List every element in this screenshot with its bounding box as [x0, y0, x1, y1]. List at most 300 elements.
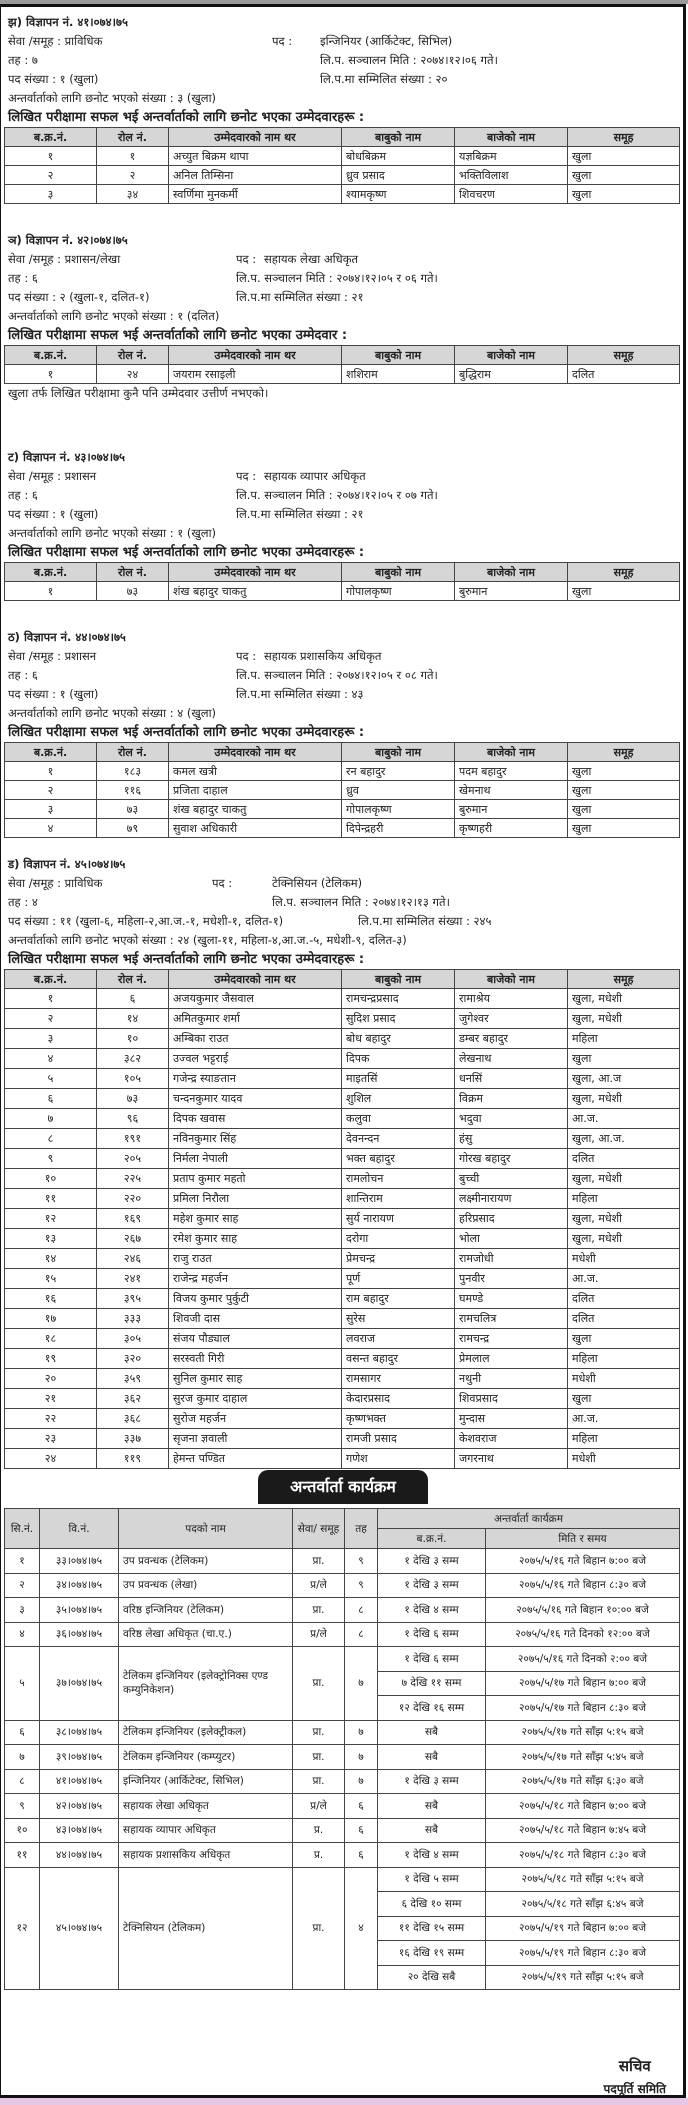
table-cell: ३९५ [97, 1289, 169, 1309]
table-cell: बोधबिक्रम [342, 147, 455, 166]
table-row [5, 989, 680, 1009]
participants-count: लि.प.मा सम्मिलित संख्या : २० [320, 72, 448, 86]
post-label: पद : [236, 649, 257, 663]
post-count-line [8, 912, 680, 931]
column-header: ब.क्र.नं. [5, 563, 97, 582]
table-cell: १८३ [97, 762, 169, 781]
table-cell: १ [97, 147, 169, 166]
schedule-service: प्र/ले [293, 1573, 345, 1598]
table-cell: सुदिश प्रसाद [342, 1009, 455, 1029]
table-cell: सुरेस [342, 1309, 455, 1329]
column-header: उम्मेदवारको नाम थर [169, 128, 342, 147]
table-cell: मधेशी [568, 1249, 680, 1269]
table-row [5, 1009, 680, 1029]
table-cell: गोरख बहादुर [455, 1149, 568, 1169]
table-cell: ७३ [97, 582, 169, 601]
table-row [5, 1429, 680, 1449]
table-cell: ४ [5, 1049, 97, 1069]
schedule-vn: ३३।०७४।७५ [40, 1549, 119, 1574]
exam-date: लि.प. सञ्चालन मिति : २०७४।१२।०५ र ०८ गते। [236, 668, 438, 682]
schedule-datetime: २०७५/५/१७ गते बिहान ८:३० बजे [486, 1696, 680, 1721]
table-cell: १०५ [97, 1069, 169, 1089]
participants-count: लि.प.मा सम्मिलित संख्या : २१ [236, 290, 364, 304]
table-cell: १४ [97, 1009, 169, 1029]
table-cell: सुनिल कुमार साह [169, 1369, 342, 1389]
table-cell: २ [5, 1009, 97, 1029]
table-row [5, 800, 680, 819]
table-cell: प्रजिता दाहाल [169, 781, 342, 800]
table-cell: खुला [568, 166, 680, 185]
schedule-range: १ देखि ४ सम्म [378, 1598, 486, 1623]
post-count-line [8, 685, 680, 704]
table-cell: विक्रम [455, 1089, 568, 1109]
table-cell: महेश कुमार साह [169, 1209, 342, 1229]
table-cell: २४ [97, 365, 169, 384]
table-cell: जुगेश्वर [455, 1009, 568, 1029]
schedule-sn: १२ [5, 1867, 40, 1990]
column-header: समूह [568, 970, 680, 989]
table-cell: दिपक खवास [169, 1109, 342, 1129]
schedule-post: वरिष्ठ लेखा अधिकृत (चा.ए.) [119, 1622, 293, 1647]
vacancy-section [8, 13, 680, 204]
column-header: बाजेको नाम [455, 563, 568, 582]
schedule-range: १ देखि ५ सम्म [378, 1867, 486, 1892]
selected-count: अन्तर्वार्ताको लागि छनोट भएको संख्या : १ (दलित) [8, 309, 220, 323]
schedule-datetime: २०७५/५/१८ गते साँझ ५:१५ बजे [486, 1867, 680, 1892]
schedule-range: २० देखि सबै [378, 1965, 486, 1990]
schedule-post: टेलिकम इन्जिनियर (कम्प्युटर) [119, 1745, 293, 1770]
table-cell: गोपालकृष्ण [342, 582, 455, 601]
column-header: समूह [568, 128, 680, 147]
table-row [5, 1309, 680, 1329]
table-row [5, 1349, 680, 1369]
schedule-datetime: २०७५/५/१६ गते दिनको १२:०० बजे [486, 1622, 680, 1647]
column-header: बाजेको नाम [455, 128, 568, 147]
schedule-range: ६ देखि १० सम्म [378, 1892, 486, 1917]
schedule-sn: १ [5, 1549, 40, 1574]
table-row [5, 582, 680, 601]
schedule-datetime: २०७५/५/१८ गते बिहान ७:४५ बजे [486, 1818, 680, 1843]
table-cell: रामजोधी [455, 1249, 568, 1269]
table-cell: शान्तिराम [342, 1189, 455, 1209]
schedule-datetime: २०७५/५/१९ गते बिहान ७:०० बजे [486, 1916, 680, 1941]
table-cell: रामचन्द्रप्रसाद [342, 989, 455, 1009]
table-cell: १५ [5, 1269, 97, 1289]
table-cell: १७ [5, 1309, 97, 1329]
post-count: पद संख्या : १ (खुला) [8, 687, 99, 701]
table-cell: ११९ [97, 1449, 169, 1469]
table-cell: महिला [568, 1029, 680, 1049]
table-cell: ध्रुव प्रसाद [342, 166, 455, 185]
table-cell: राजु राउत [169, 1249, 342, 1269]
table-cell: २२० [97, 1189, 169, 1209]
schedule-level: ७ [345, 1745, 378, 1770]
schedule-service: प्रा. [293, 1745, 345, 1770]
header-post: पदको नाम [119, 1509, 293, 1549]
table-cell: दलित [568, 1149, 680, 1169]
table-cell: २०५ [97, 1149, 169, 1169]
column-header: ब.क्र.नं. [5, 743, 97, 762]
table-cell: खुला [568, 762, 680, 781]
candidate-table [4, 969, 680, 1469]
table-cell: केशवराज [455, 1429, 568, 1449]
schedule-level: ७ [345, 1769, 378, 1794]
table-cell: ६ [5, 1089, 97, 1109]
table-cell: मधेशी [568, 1449, 680, 1469]
table-cell: दिपेन्द्रहरी [342, 819, 455, 838]
table-cell: रन बहादुर [342, 762, 455, 781]
table-cell: नविनकुमार सिंह [169, 1129, 342, 1149]
schedule-row [5, 1598, 680, 1623]
table-cell: खुला, मधेशी [568, 1009, 680, 1029]
schedule-sn: ७ [5, 1745, 40, 1770]
table-row [5, 1109, 680, 1129]
table-cell: १२ [5, 1209, 97, 1229]
schedule-vn: ३४।०७४।७५ [40, 1573, 119, 1598]
table-row [5, 819, 680, 838]
selected-count: अन्तर्वार्ताको लागि छनोट भएको संख्या : २४ (खुला-११, महिला-४,आ.ज.-५, मधेशी-९, दलित-३) [8, 933, 407, 947]
table-cell: महिला [568, 1429, 680, 1449]
schedule-level: ९ [345, 1573, 378, 1598]
table-cell: ७९ [97, 819, 169, 838]
table-cell: नथुनी [455, 1369, 568, 1389]
schedule-row [5, 1720, 680, 1745]
table-cell: माइतसिं [342, 1069, 455, 1089]
table-cell: खुला [568, 1389, 680, 1409]
header-range: ब.क्र.नं. [378, 1529, 486, 1549]
schedule-service: प्रा. [293, 1647, 345, 1721]
level-line [8, 51, 680, 70]
table-cell: १९ [5, 1349, 97, 1369]
table-cell: कृष्णभक्त [342, 1409, 455, 1429]
level: तह : ६ [8, 488, 38, 502]
post-count-line [8, 70, 680, 89]
level-line [8, 269, 680, 288]
table-cell: खुला [568, 147, 680, 166]
service-line [8, 467, 680, 486]
schedule-post: टेक्निसियन (टेलिकम) [119, 1867, 293, 1990]
post-name: सहायक लेखा अधिकृत [264, 252, 359, 266]
schedule-datetime: २०७५/५/१८ गते साँझ ६:४५ बजे [486, 1892, 680, 1917]
schedule-range: १२ देखि १६ सम्म [378, 1696, 486, 1721]
table-cell: प्रेमचन्द्र [342, 1249, 455, 1269]
candidate-table [4, 127, 680, 204]
schedule-datetime: २०७५/५/१८ गते बिहान ८:३० बजे [486, 1843, 680, 1868]
interview-schedule-banner: अन्तर्वार्ता कार्यक्रम [258, 1470, 428, 1504]
table-cell: गणेश [342, 1449, 455, 1469]
table-cell: १६ [5, 1289, 97, 1309]
table-cell: १९१ [97, 1129, 169, 1149]
schedule-row [5, 1818, 680, 1843]
schedule-range: सबै [378, 1818, 486, 1843]
schedule-datetime: २०७५/५/१६ गते बिहान ७:०० बजे [486, 1549, 680, 1574]
table-row [5, 1409, 680, 1429]
table-cell: ५ [5, 1069, 97, 1089]
table-cell: ३६२ [97, 1389, 169, 1409]
column-header: ब.क्र.नं. [5, 128, 97, 147]
table-cell: शशिराम [342, 365, 455, 384]
table-cell: ३४ [97, 185, 169, 204]
schedule-range: १ देखि ३ सम्म [378, 1549, 486, 1574]
table-cell: जयराम रसाइली [169, 365, 342, 384]
vacancy-heading: ड) विज्ञापन नं. ४५।०७४।७५ [8, 857, 126, 871]
table-cell: ३०५ [97, 1329, 169, 1349]
column-header: बाजेको नाम [455, 346, 568, 365]
vacancy-heading: ट) विज्ञापन नं. ४३।०७४।७५ [8, 450, 126, 464]
signature-title: सचिव [618, 2057, 651, 2075]
schedule-datetime: २०७५/५/१७ गते बिहान ७:०० बजे [486, 1671, 680, 1696]
table-cell: अजयकुमार जैसवाल [169, 989, 342, 1009]
table-cell: ४ [5, 819, 97, 838]
schedule-service: प्रा. [293, 1598, 345, 1623]
column-header: बाबुको नाम [342, 970, 455, 989]
table-cell: १० [97, 1029, 169, 1049]
table-cell: दलित [568, 365, 680, 384]
column-header: समूह [568, 743, 680, 762]
post-name: टेक्निसियन (टेलिकम) [272, 876, 363, 890]
interview-schedule-table [4, 1508, 680, 1990]
signature-block [604, 2056, 666, 2097]
schedule-row [5, 1622, 680, 1647]
table-cell: खुला [568, 1049, 680, 1069]
schedule-vn: ४१।०७४।७५ [40, 1769, 119, 1794]
table-cell: रामलोचन [342, 1169, 455, 1189]
table-cell: डम्बर बहादुर [455, 1029, 568, 1049]
selected-count: अन्तर्वार्ताको लागि छनोट भएको संख्या : ३ (खुला) [8, 91, 217, 105]
post-name: इन्जिनियर (आर्किटेक्ट, सिभिल) [320, 34, 453, 48]
participants-count: लि.प.मा सम्मिलित संख्या : ४३ [236, 687, 364, 701]
table-cell: ३६८ [97, 1409, 169, 1429]
table-cell: खुला, आ.ज. [568, 1129, 680, 1149]
schedule-range: १ देखि ६ सम्म [378, 1647, 486, 1672]
table-cell: खुला [568, 582, 680, 601]
schedule-sn: १० [5, 1818, 40, 1843]
post-label: पद : [272, 34, 293, 48]
schedule-post: उप प्रवन्धक (लेखा) [119, 1573, 293, 1598]
schedule-service: प्र. [293, 1818, 345, 1843]
table-cell: हंसु [455, 1129, 568, 1149]
schedule-range: १ देखि ३ सम्म [378, 1769, 486, 1794]
table-cell: आ.ज. [568, 1109, 680, 1129]
column-header: ब.क्र.नं. [5, 346, 97, 365]
header-program: अन्तर्वार्ता कार्यक्रम [378, 1509, 680, 1529]
list-title: लिखित परीक्षामा सफल भई अन्तर्वार्ताको लागि छनोट भएका उम्मेदवारहरू : [8, 952, 365, 967]
table-cell: १६९ [97, 1209, 169, 1229]
table-row [5, 1289, 680, 1309]
table-cell: २३ [5, 1429, 97, 1449]
table-cell: दलित [568, 1309, 680, 1329]
schedule-range: १ देखि ६ सम्म [378, 1622, 486, 1647]
table-cell: बुरुमान [455, 582, 568, 601]
table-cell: दरोगा [342, 1229, 455, 1249]
table-cell: अनिल तिम्सिना [169, 166, 342, 185]
level: तह : ४ [8, 895, 38, 909]
candidate-table [4, 345, 680, 384]
table-cell: २ [97, 166, 169, 185]
post-name: सहायक प्रशासकिय अधिकृत [264, 649, 382, 663]
table-row [5, 1089, 680, 1109]
service-line [8, 647, 680, 666]
table-cell: ३३३ [97, 1309, 169, 1329]
table-cell: धनसिं [455, 1069, 568, 1089]
bottom-band [0, 2098, 688, 2105]
table-cell: गजेन्द्र स्याङतान [169, 1069, 342, 1089]
table-cell: पदम बहादुर [455, 762, 568, 781]
table-row [5, 1389, 680, 1409]
schedule-service: प्र. [293, 1843, 345, 1868]
table-cell: ३२० [97, 1349, 169, 1369]
table-cell: वसन्त बहादुर [342, 1349, 455, 1369]
table-cell: शिवप्रसाद [455, 1389, 568, 1409]
column-header: रोल नं. [97, 346, 169, 365]
table-row [5, 1449, 680, 1469]
schedule-sn: ४ [5, 1622, 40, 1647]
list-title: लिखित परीक्षामा सफल भई अन्तर्वार्ताको लागि छनोट भएका उम्मेदवारहरू : [8, 110, 365, 125]
schedule-vn: ३७।०७४।७५ [40, 1647, 119, 1721]
table-row [5, 1069, 680, 1089]
schedule-post: टेलिकम इन्जिनियर (इलेक्ट्रोनिक्स एण्ड कम्युनिकेशन) [119, 1647, 293, 1721]
schedule-level: ६ [345, 1794, 378, 1819]
table-cell: १३ [5, 1229, 97, 1249]
table-cell: खुला, मधेशी [568, 989, 680, 1009]
post-label: पद : [212, 876, 233, 890]
schedule-sn: ५ [5, 1647, 40, 1721]
table-cell: २२ [5, 1409, 97, 1429]
table-cell: सुर्य नारायण [342, 1209, 455, 1229]
column-header: बाबुको नाम [342, 346, 455, 365]
table-cell: खुला [568, 819, 680, 838]
column-header: समूह [568, 346, 680, 365]
table-cell: रामसागर [342, 1369, 455, 1389]
vacancy-section [8, 448, 680, 601]
table-cell: खुला [568, 781, 680, 800]
schedule-range: १६ देखि १९ सम्म [378, 1941, 486, 1966]
schedule-service: प्रा. [293, 1867, 345, 1990]
schedule-range: सबै [378, 1745, 486, 1770]
table-cell: जगरनाथ [455, 1449, 568, 1469]
table-cell: खुला [568, 800, 680, 819]
table-cell: चन्दनकुमार यादव [169, 1089, 342, 1109]
schedule-row [5, 1647, 680, 1672]
table-cell: महिला [568, 1349, 680, 1369]
exam-date: लि.प. सञ्चालन मिति : २०७४।१२।०५ र ०६ गते। [236, 271, 438, 285]
selected-count: अन्तर्वार्ताको लागि छनोट भएको संख्या : १ (खुला) [8, 526, 217, 540]
schedule-post: टेलिकम इन्जिनियर (इलेक्ट्रीकल) [119, 1720, 293, 1745]
schedule-row [5, 1769, 680, 1794]
table-row [5, 1249, 680, 1269]
table-cell: खुला [568, 185, 680, 204]
table-cell: खुला, मधेशी [568, 1169, 680, 1189]
table-row [5, 1169, 680, 1189]
column-header: उम्मेदवारको नाम थर [169, 743, 342, 762]
candidate-table [4, 562, 680, 601]
schedule-range: सबै [378, 1720, 486, 1745]
table-cell: रामाश्रेय [455, 989, 568, 1009]
schedule-datetime: २०७५/५/१८ गते बिहान ७:०० बजे [486, 1794, 680, 1819]
table-cell: ९ [5, 1149, 97, 1169]
table-cell: कलुवा [342, 1109, 455, 1129]
table-cell: २६७ [97, 1229, 169, 1249]
section-note: खुला तर्फ लिखित परीक्षामा कुनै पनि उम्मेदवार उत्तीर्ण नभएको। [8, 386, 269, 400]
schedule-vn: ४२।०७४।७५ [40, 1794, 119, 1819]
table-cell: ६ [97, 989, 169, 1009]
schedule-service: प्रा. [293, 1769, 345, 1794]
table-cell: २१ [5, 1389, 97, 1409]
column-header: उम्मेदवारको नाम थर [169, 563, 342, 582]
column-header: बाबुको नाम [342, 128, 455, 147]
table-cell: सुरज कुमार दाहाल [169, 1389, 342, 1409]
table-row [5, 1329, 680, 1349]
schedule-row [5, 1745, 680, 1770]
table-cell: २ [5, 781, 97, 800]
table-cell: १० [5, 1169, 97, 1189]
column-header: बाबुको नाम [342, 743, 455, 762]
table-row [5, 1029, 680, 1049]
table-cell: श्यामकृष्ण [342, 185, 455, 204]
schedule-vn: ३८।०७४।७५ [40, 1720, 119, 1745]
table-cell: कमल खत्री [169, 762, 342, 781]
table-cell: २२५ [97, 1169, 169, 1189]
table-cell: ९६ [97, 1109, 169, 1129]
table-cell: खुला, आ.ज [568, 1069, 680, 1089]
vacancy-heading: ञ) विज्ञापन नं. ४२।०७४।७५ [8, 233, 128, 247]
table-cell: सुरोज महर्जन [169, 1409, 342, 1429]
table-cell: देवनन्दन [342, 1129, 455, 1149]
table-cell: सरस्वती गिरी [169, 1349, 342, 1369]
table-cell: ३३७ [97, 1429, 169, 1449]
post-count-line [8, 288, 680, 307]
service-group: सेवा /समूह : प्राविधिक [8, 876, 103, 890]
table-cell: आ.ज. [568, 1409, 680, 1429]
table-cell: महिला [568, 1189, 680, 1209]
table-cell: बुच्ची [455, 1169, 568, 1189]
table-cell: खेमनाथ [455, 781, 568, 800]
post-label: पद : [236, 252, 257, 266]
table-cell: खुला, मधेशी [568, 1229, 680, 1249]
service-group: सेवा /समूह : प्रशासन [8, 649, 97, 663]
table-cell: ३ [5, 185, 97, 204]
table-cell: उज्वल भट्टराई [169, 1049, 342, 1069]
column-header: उम्मेदवारको नाम थर [169, 970, 342, 989]
schedule-post: सहायक व्यापार अधिकृत [119, 1818, 293, 1843]
post-label: पद : [236, 469, 257, 483]
schedule-sn: ९ [5, 1794, 40, 1819]
schedule-datetime: २०७५/५/१७ गते साँझ ६:३० बजे [486, 1769, 680, 1794]
table-cell: स्वर्णिमा मुनकर्मी [169, 185, 342, 204]
table-row [5, 781, 680, 800]
level-line [8, 893, 680, 912]
schedule-vn: ४५।०७४।७५ [40, 1867, 119, 1990]
schedule-level: ९ [345, 1549, 378, 1574]
schedule-datetime: २०७५/५/१७ गते साँझ ५:१५ बजे [486, 1720, 680, 1745]
table-cell: २४ [5, 1449, 97, 1469]
table-cell: १ [5, 365, 97, 384]
table-cell: केदारप्रसाद [342, 1389, 455, 1409]
table-cell: २० [5, 1369, 97, 1389]
table-cell: रमेश कुमार साह [169, 1229, 342, 1249]
schedule-post: उप प्रवन्धक (टेलिकम) [119, 1549, 293, 1574]
table-cell: ध्रुव [342, 781, 455, 800]
table-cell: ७३ [97, 1089, 169, 1109]
schedule-sn: ६ [5, 1720, 40, 1745]
table-cell: मुन्दास [455, 1409, 568, 1429]
selected-count: अन्तर्वार्ताको लागि छनोट भएको संख्या : ४ (खुला) [8, 706, 217, 720]
table-cell: खुला, मधेशी [568, 1089, 680, 1109]
schedule-vn: ३९।०७४।७५ [40, 1745, 119, 1770]
table-cell: अमितकुमार शर्मा [169, 1009, 342, 1029]
schedule-row [5, 1843, 680, 1868]
column-header: बाजेको नाम [455, 970, 568, 989]
